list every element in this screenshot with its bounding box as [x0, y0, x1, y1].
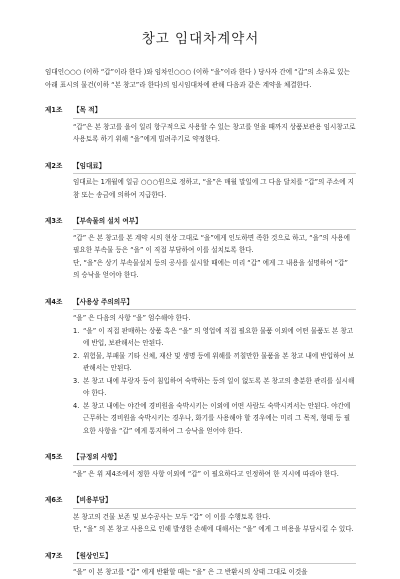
article-paragraph: 본 창고의 건물 보존 및 보수공사는 모두 “갑” 이 이를 수행토록 한다. — [73, 512, 271, 521]
article-number: 제2조 — [45, 161, 63, 170]
document-title: 창고 임대차계약서 — [141, 31, 260, 47]
article-paragraph: “을” 이 본 창고를 “갑” 에게 반환할 때는 “을” 은 그 반환시의 상태 그대로 이것을 — [73, 568, 308, 576]
numbered-item — [73, 350, 356, 375]
article-body — [73, 550, 356, 579]
articles-container — [45, 104, 356, 579]
heading-underline — [73, 563, 356, 564]
item-number: 1. — [73, 326, 80, 335]
article — [45, 296, 356, 438]
article-number: 제6조 — [45, 496, 63, 504]
article-number: 제4조 — [45, 297, 63, 306]
article — [45, 160, 356, 202]
article-paragraph: “을” 은 다음의 사항 “을” 엄수해야 한다. — [73, 314, 191, 322]
heading-underline — [73, 118, 356, 119]
article-heading: 【비용부담】 — [73, 496, 112, 504]
article-paragraph: 단, “을”은 상기 부속물설치 등의 공사를 실시할 때에는 미리 “갑” 에게 그 내용을 설명하여 “갑” 의 승낙을 얻어야 한다. — [73, 258, 348, 279]
article-paragraph: “갑”은 본 창고를 을이 일리 항구적으로 사용할 수 있는 창고를 얻을 때까지 상품보관용 임시창고로 사용토록 하기 위해 “을”에게 빌려주기로 약정한다. — [73, 122, 356, 143]
article — [45, 104, 356, 146]
article-number: 제3조 — [45, 217, 63, 225]
article-heading: 【목 적】 — [73, 106, 102, 114]
article-number: 제1조 — [45, 106, 63, 114]
article-heading: 【규정외 사항】 — [73, 453, 121, 461]
article — [45, 451, 356, 480]
article-body — [73, 296, 356, 438]
article-body — [73, 215, 356, 282]
item-number: 2. — [73, 351, 80, 360]
item-text: 위험물, 부패물 기타 신체, 재산 및 생명 등에 위해를 끼칠만한 물품을 본 창고 내에 반입하여 보관해서는 안된다. — [83, 351, 355, 372]
article-number: 제7조 — [45, 551, 63, 560]
article-number: 제5조 — [45, 453, 63, 461]
item-number: 4. — [73, 401, 80, 410]
intro-paragraph: 임대인○○○ (이하 “갑”이라 한다 )와 임차인○○○ (이하 “을”이라 한다 ) 당사자 간에 “갑”의 소유로 있는 아래 표시의 물건(이하 “본 창고”라 한다)의 임시임대차에 관해 다음과 같은 계약을 체결한다. — [45, 68, 350, 89]
article-paragraph: “을” 은 위 제4조에서 정한 사항 이외에 “갑” 이 필요하다고 인정하여 한 지시에 따라야 한다. — [73, 469, 339, 478]
article-paragraph: 임대료는 1개월에 일금 ○○○원으로 정하고, “을”은 매월 말일에 그 다음 달치를 “갑”의 주소에 지참 또는 송금에 의하여 지급한다. — [73, 178, 355, 199]
item-text: “을” 이 직접 판매하는 상품 혹은 “을” 의 영업에 직접 필요한 물품 이외에 어떤 물품도 본 창고에 반입, 보관해서는 안된다. — [83, 326, 354, 347]
article-body — [73, 104, 356, 146]
article-heading: 【부속물의 설치 여부】 — [73, 217, 142, 225]
item-text: 본 창고 내에 부랑자 등이 침입하여 숙박하는 등의 일이 없도록 본 창고의 충분한 관리를 실시해야 한다. — [83, 376, 355, 397]
heading-underline — [73, 229, 356, 230]
article-paragraph: 단, “을” 의 본 창고 사용으로 인해 발생한 손해에 대해서는 “을” 에게 그 비용을 부담시킬 수 있다. — [73, 525, 354, 533]
article-heading: 【임대료】 — [73, 161, 106, 170]
heading-underline — [73, 173, 356, 174]
heading-underline — [73, 508, 356, 509]
article-body — [73, 451, 356, 480]
article — [45, 494, 356, 536]
article-body — [73, 160, 356, 202]
heading-underline — [73, 309, 356, 310]
heading-underline — [73, 465, 356, 466]
article-heading: 【사용상 주의의무】 — [73, 297, 134, 306]
numbered-item — [73, 400, 356, 438]
article — [45, 550, 356, 579]
numbered-item — [73, 325, 356, 350]
article-heading: 【원상인도】 — [73, 551, 112, 560]
article-paragraph: “갑” 은 본 창고를 본 계약 시의 현상 그대로 “을”에게 인도하면 족한 것으로 하고, “을”의 사용에 필요한 부속물 등은 “을” 이 직접 부담하여 이를 설치토록 한다. — [73, 233, 350, 254]
article-body — [73, 494, 356, 536]
item-number: 3. — [73, 376, 80, 385]
numbered-item — [73, 375, 356, 400]
item-text: 본 창고 내에는 야간에 경비원을 숙박시키는 이외에 어떤 사람도 숙박시켜서는 안된다. 야간에 근무하는 경비원을 숙박시키는 경우나, 화기를 사용해야 할 경우에는 미리 그 목적, 형태 등 필요한 사항을 “갑” 에게 통지하여 그 승낙을 얻어야 한다. — [83, 401, 351, 435]
article — [45, 215, 356, 282]
